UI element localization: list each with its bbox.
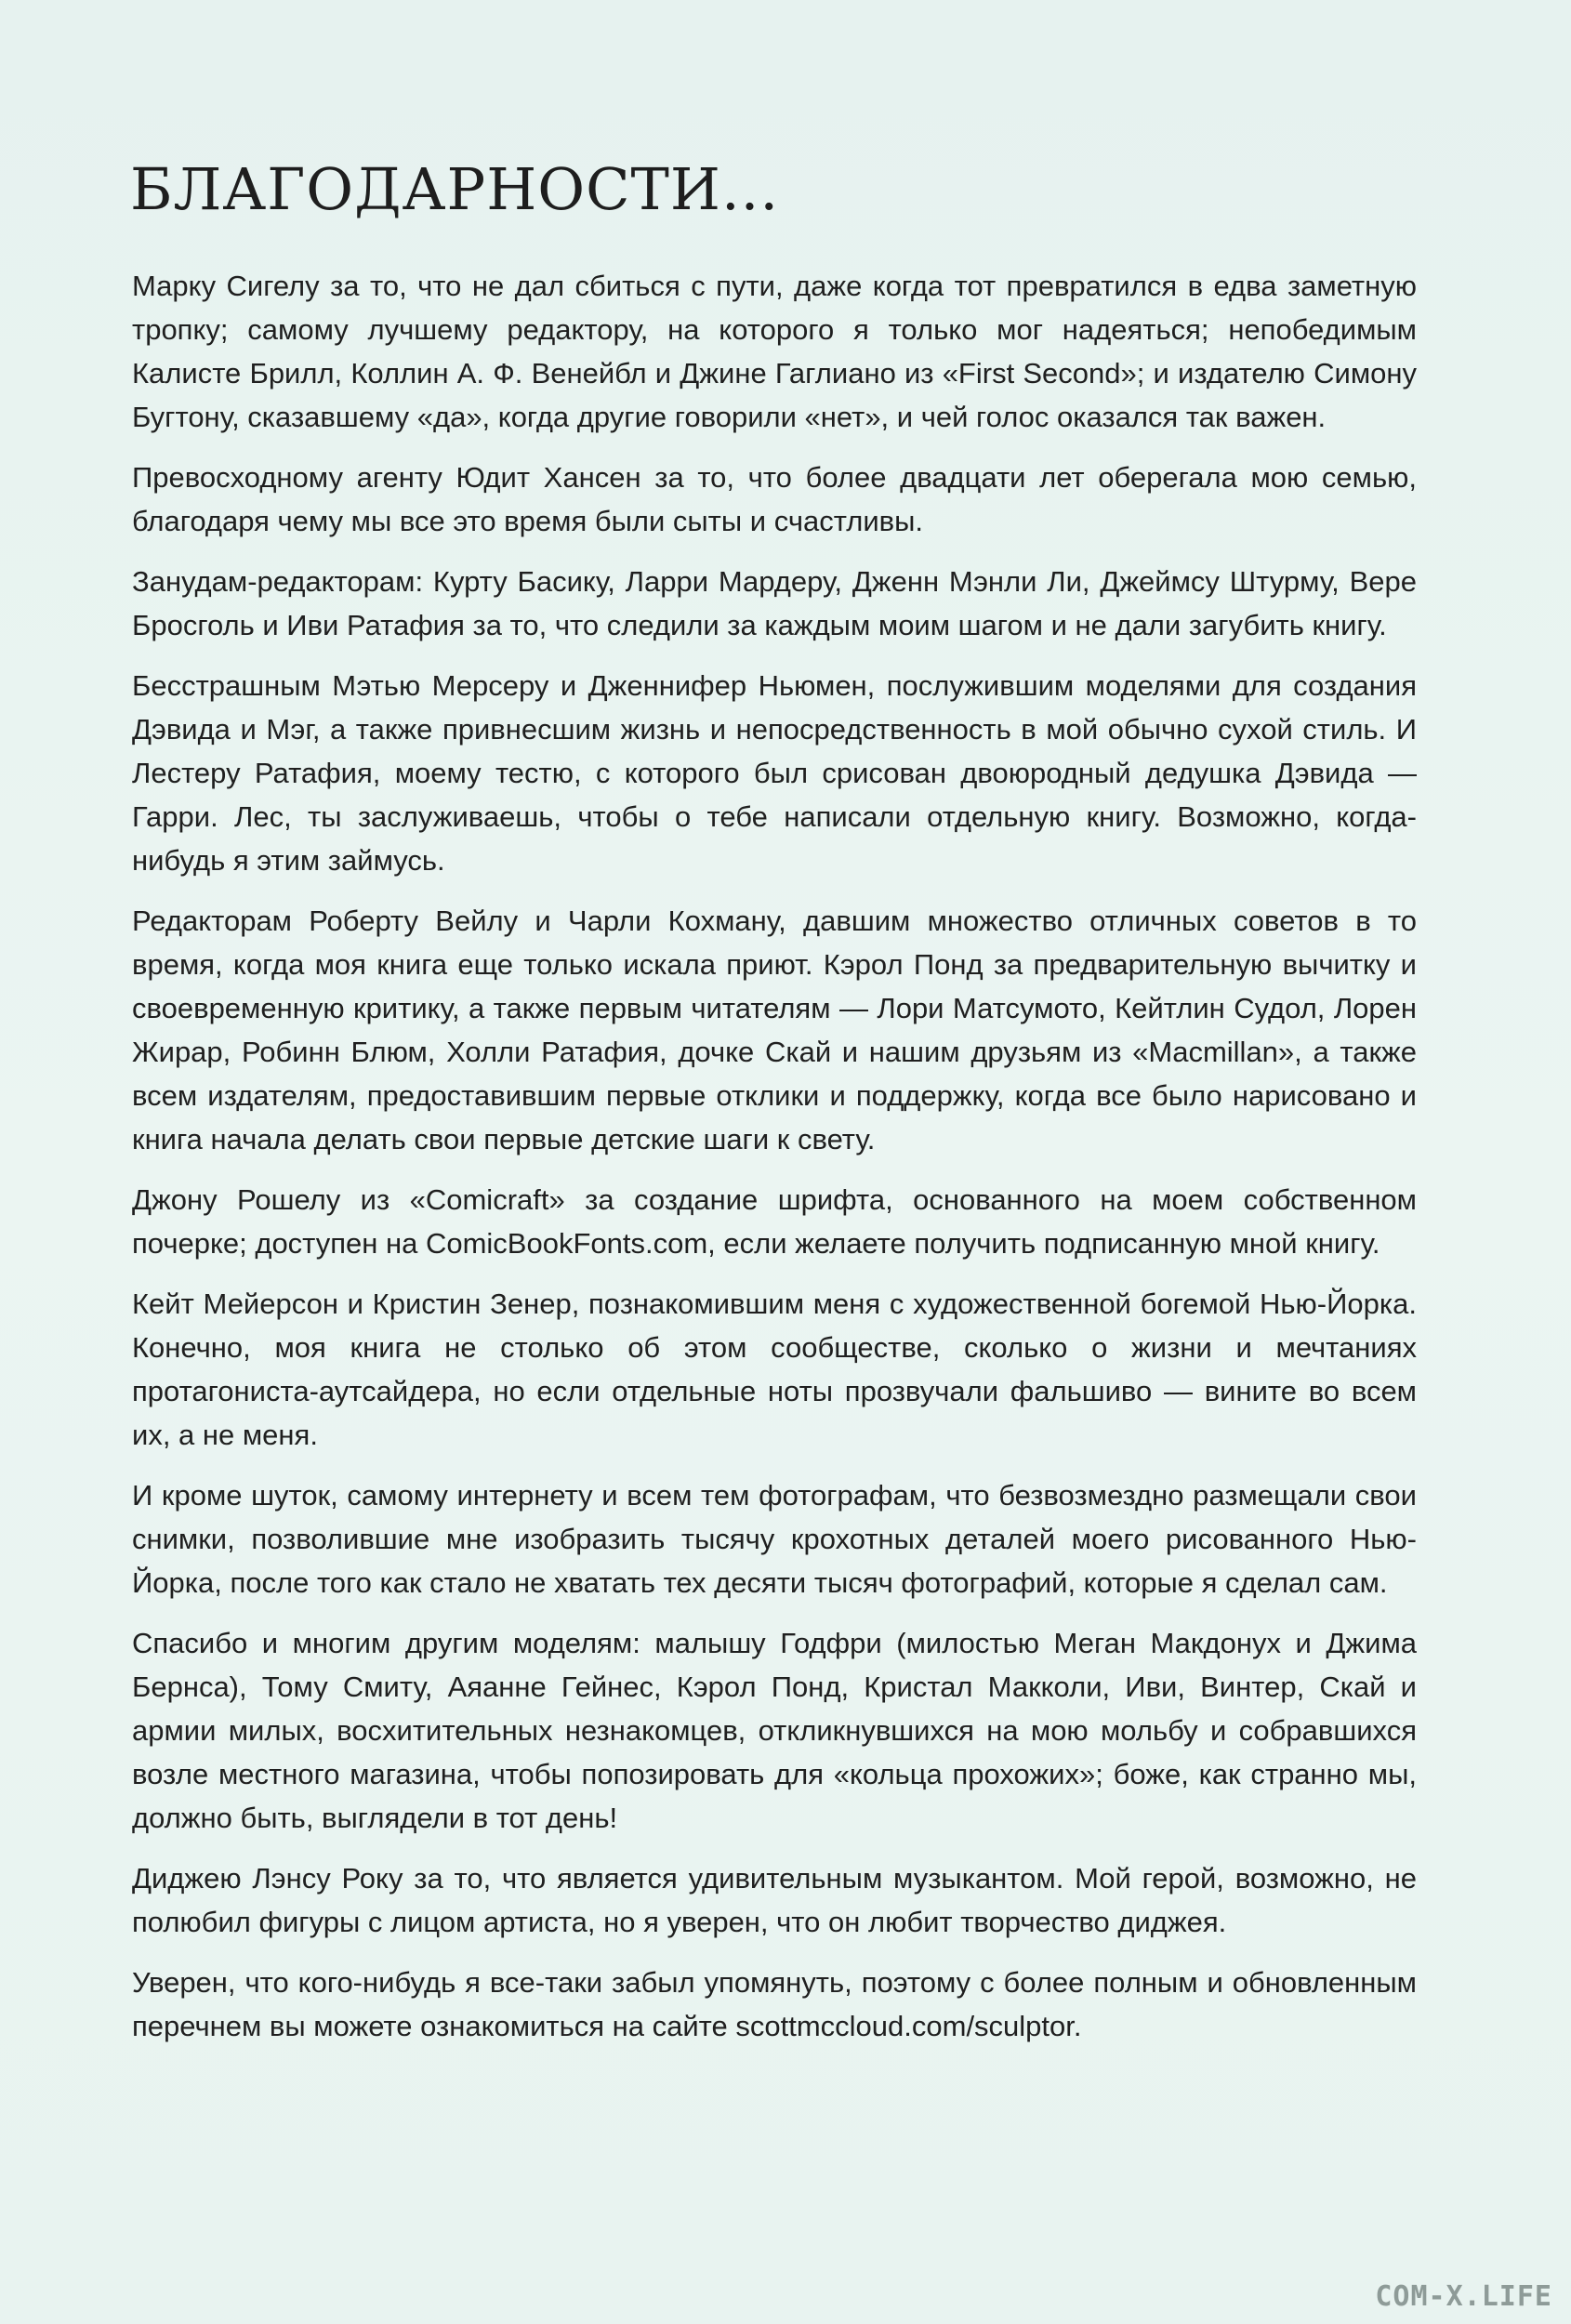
- paragraph: Джону Рошелу из «Comicraft» за создание шрифта, основанного на моем собственном почерке; доступен на ComicBookFonts.com, если желаете получить подписанную мной книгу.: [132, 1183, 1417, 1260]
- paragraph: Уверен, что кого-нибудь я все-таки забыл упомянуть, поэтому с более полным и обновленным перечнем вы можете ознакомиться на сайте scottmccloud.com/sculptor.: [132, 1966, 1417, 2042]
- paragraph: Занудам-редакторам: Курту Басику, Ларри Мардеру, Дженн Мэнли Ли, Джеймсу Штурму, Вере Бросголь и Иви Ратафия за то, что следили за каждым моим шагом и не дали загубить книгу.: [132, 565, 1417, 641]
- paragraph: Кейт Мейерсон и Кристин Зенер, познакомившим меня с художественной богемой Нью-Йорка. Конечно, моя книга не столько об этом сообществе, сколько о жизни и мечтаниях протагониста-аутсайдера, но если отдельные ноты прозвучали фальшиво — вините во всем их, а не меня.: [132, 1287, 1417, 1451]
- paragraph: Спасибо и многим другим моделям: малышу Годфри (милостью Меган Макдонух и Джима Бернса), Тому Смиту, Аяанне Гейнес, Кэрол Понд, Кристал Макколи, Иви, Винтер, Скай и армии милых, восхитительных незнакомцев, откликнувшихся на мою мольбу и собравшихся возле местного магазина, чтобы попозировать для «кольца прохожих»; боже, как странно мы, должно быть, выглядели в тот день!: [132, 1627, 1417, 1834]
- paragraph: Марку Сигелу за то, что не дал сбиться с пути, даже когда тот превратился в едва заметную тропку; самому лучшему редактору, на которого я только мог надеяться; непобедимым Калисте Брилл, Коллин А. Ф. Венейбл и Джине Гаглиано из «First Second»; и издателю Симону Бугтону, сказавшему «да», когда другие говорили «нет», и чей голос оказался так важен.: [132, 270, 1417, 433]
- paragraph: Диджею Лэнсу Року за то, что является удивительным музыкантом. Мой герой, возможно, не полюбил фигуры с лицом артиста, но я уверен, что он любит творчество диджея.: [132, 1862, 1417, 1938]
- page-title: БЛАГОДАРНОСТИ...: [130, 155, 780, 223]
- paragraph: Превосходному агенту Юдит Хансен за то, что более двадцати лет оберегала мою семью, благодаря чему мы все это время были сыты и счастливы.: [132, 461, 1417, 537]
- acknowledgements-text: [132, 264, 1417, 2065]
- paragraph: И кроме шуток, самому интернету и всем тем фотографам, что безвозмездно размещали свои снимки, позволившие мне изобразить тысячу крохотных деталей моего рисованного Нью-Йорка, после того как стало не хватать тех десяти тысяч фотографий, которые я сделал сам.: [132, 1479, 1417, 1599]
- watermark: COM-X.LIFE: [1375, 2280, 1552, 2313]
- paragraph: Бесстрашным Мэтью Мерсеру и Дженнифер Ньюмен, послужившим моделями для создания Дэвида и Мэг, а также привнесшим жизнь и непосредственность в мой обычно сухой стиль. И Лестеру Ратафия, моему тестю, с которого был срисован двоюродный дедушка Дэвида — Гарри. Лес, ты заслуживаешь, чтобы о тебе написали отдельную книгу. Возможно, когда-нибудь я этим займусь.: [132, 669, 1417, 877]
- paragraph: Редакторам Роберту Вейлу и Чарли Кохману, давшим множество отличных советов в то время, когда моя книга еще только искала приют. Кэрол Понд за предварительную вычитку и своевременную критику, а также первым читателям — Лори Матсумото, Кейтлин Судол, Лорен Жирар, Робинн Блюм, Холли Ратафия, дочке Скай и нашим друзьям из «Macmillan», а также всем издателям, предоставившим первые отклики и поддержку, когда все было нарисовано и книга начала делать свои первые детские шаги к свету.: [132, 905, 1417, 1155]
